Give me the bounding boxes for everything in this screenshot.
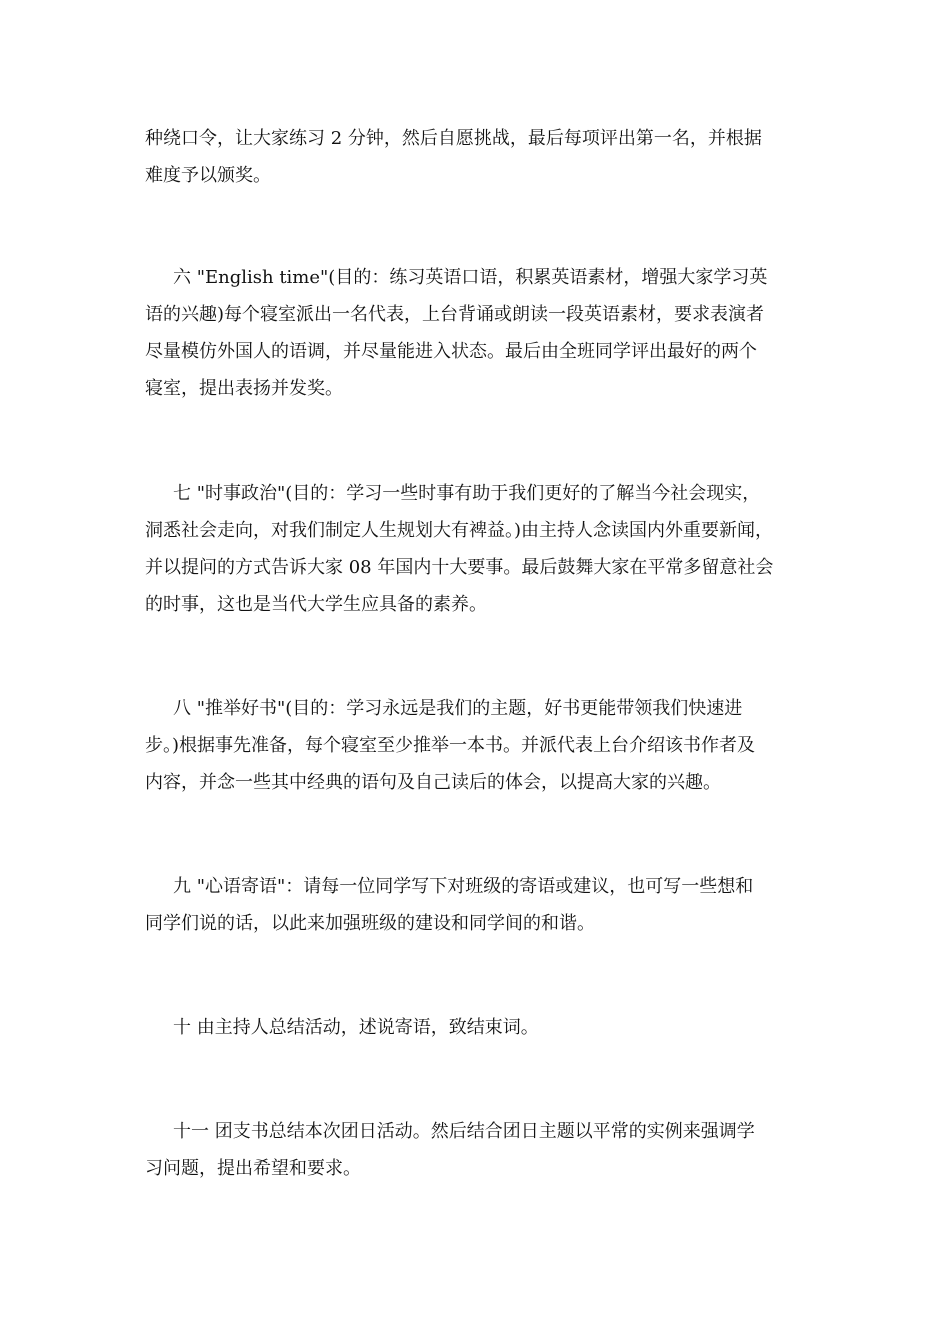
text-line: 同学们说的话，以此来加强班级的建设和同学间的和谐。 xyxy=(145,913,595,934)
text-line: 步。)根据事先准备，每个寝室至少推举一本书。并派代表上台介绍该书作者及 xyxy=(145,735,756,756)
text-line: 八 "推举好书"(目的：学习永远是我们的主题，好书更能带领我们快速进 xyxy=(173,698,743,719)
text-line: 十 由主持人总结活动，述说寄语，致结束词。 xyxy=(173,1017,539,1038)
text-line: 的时事，这也是当代大学生应具备的素养。 xyxy=(145,594,487,615)
paragraph-english-time xyxy=(145,259,815,407)
text-line: 十一 团支书总结本次团日活动。然后结合团日主题以平常的实例来强调学 xyxy=(173,1121,755,1142)
text-line: 七 "时事政治"(目的：学习一些时事有助于我们更好的了解当今社会现实， xyxy=(173,483,761,504)
text-line: 六 "English time"(目的：练习英语口语，积累英语素材，增强大家学习英 xyxy=(173,267,768,288)
text-line: 洞悉社会走向，对我们制定人生规划大有裨益。)由主持人念读国内外重要新闻， xyxy=(145,520,774,541)
text-line: 习问题，提出希望和要求。 xyxy=(145,1158,361,1179)
text-line: 尽量模仿外国人的语调，并尽量能进入状态。最后由全班同学评出最好的两个 xyxy=(145,341,757,362)
text-line: 寝室，提出表扬并发奖。 xyxy=(145,378,343,399)
paragraph-current-affairs xyxy=(145,475,815,623)
text-line: 并以提问的方式告诉大家 08 年国内十大要事。最后鼓舞大家在平常多留意社会 xyxy=(145,557,774,578)
paragraph-recommend-books xyxy=(145,690,815,801)
text-line: 九 "心语寄语"：请每一位同学写下对班级的寄语或建议，也可写一些想和 xyxy=(173,876,754,897)
paragraph-host-summary xyxy=(145,1009,815,1046)
paragraph-tongue-twister-continued xyxy=(145,120,815,194)
paragraph-league-secretary-summary xyxy=(145,1113,815,1187)
text-line: 种绕口令，让大家练习 2 分钟，然后自愿挑战，最后每项评出第一名，并根据 xyxy=(145,128,762,149)
text-line: 难度予以颁奖。 xyxy=(145,165,271,186)
text-line: 语的兴趣)每个寝室派出一名代表，上台背诵或朗读一段英语素材，要求表演者 xyxy=(145,304,765,325)
text-line: 内容，并念一些其中经典的语句及自己读后的体会，以提高大家的兴趣。 xyxy=(145,772,721,793)
paragraph-heart-messages xyxy=(145,868,815,942)
